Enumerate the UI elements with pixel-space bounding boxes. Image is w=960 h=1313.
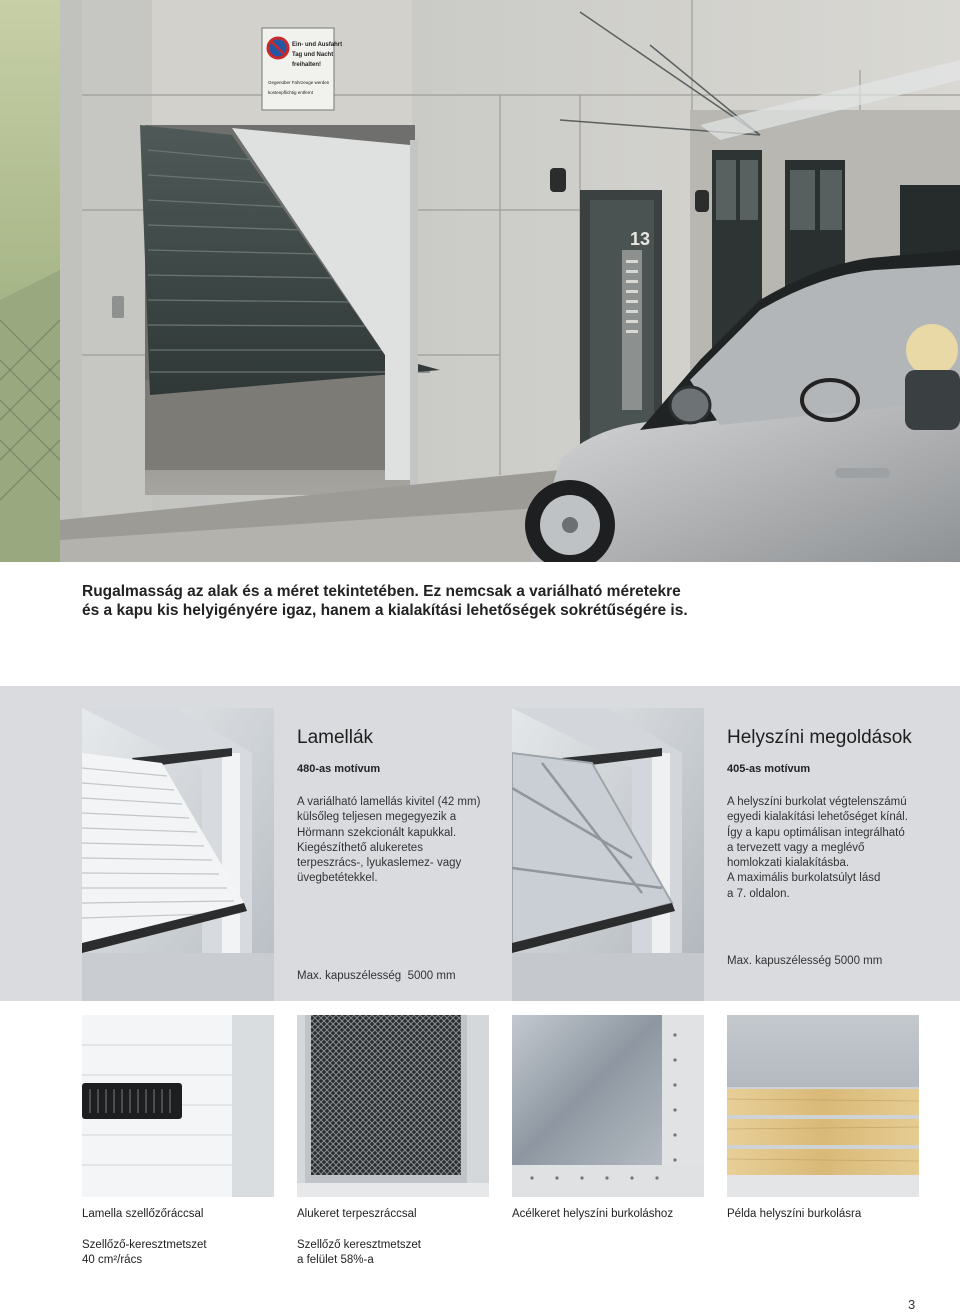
thumbnail-label: Acélkeret helyszíni burkoláshoz [512, 1208, 674, 1220]
page-number: 3 [908, 1297, 916, 1312]
caption-line-1: Rugalmasság az alak és a méret tekintetében. Ez nemcsak a variálható méretekre [82, 583, 681, 600]
description-line: Így a kapu optimálisan integrálható [727, 826, 905, 839]
description-line: A helyszíni burkolat végtelenszámú [727, 796, 907, 808]
sign-line: Ein- und Ausfahrt [292, 42, 343, 48]
site-solutions-subtitle: 405-as motívum [727, 763, 811, 775]
description-line: Kiegészíthető alukeretes [297, 841, 423, 854]
thumbnail-detail [82, 1238, 292, 1268]
thumbnail-caption-steel-frame [512, 1207, 722, 1222]
thumbnail-detail-line: Szellőző-keresztmetszet [82, 1239, 207, 1251]
lamella-subtitle: 480-as motívum [297, 763, 381, 775]
site-solutions-title: Helyszíni megoldások [727, 727, 912, 748]
description-line: Hörmann szekcionált kapukkal. [297, 826, 457, 839]
lamella-door-photo [82, 708, 274, 1001]
site-clad-door-photo [512, 708, 704, 1001]
thumbnail-label: Alukeret terpeszráccsal [297, 1208, 417, 1220]
thumbnail-caption-wood-cladding [727, 1207, 937, 1222]
thumbnail-lamella-vent [82, 1015, 274, 1197]
thumbnail-detail [297, 1238, 507, 1268]
sign-line: kostenpflichtig entfernt [268, 90, 314, 95]
thumbnail-steel-frame [512, 1015, 704, 1197]
lamella-panel [297, 727, 507, 887]
caption-line-2: és a kapu kis helyigényére igaz, hanem a kialakítási lehetőségek sokrétűségére is. [82, 602, 688, 619]
lamella-description [297, 795, 507, 887]
description-line: A maximális burkolatsúlyt lásd [727, 872, 881, 885]
sign-line: Gegenüber Fahrzeuge werden [268, 80, 330, 85]
site-solutions-panel [727, 727, 947, 902]
sign-line: Tag und Nacht [292, 52, 334, 58]
site-solutions-max-width: Max. kapuszélesség 5000 mm [727, 955, 883, 967]
thumbnail-caption-lamella-vent [82, 1207, 292, 1268]
hero-photo [0, 0, 960, 562]
thumbnail-detail-line: 40 cm²/rács [82, 1254, 143, 1266]
description-line: üvegbetétekkel. [297, 872, 378, 885]
hero-caption [82, 582, 802, 620]
thumbnail-wood-cladding [727, 1015, 919, 1197]
thumbnail-caption-alu-mesh [297, 1207, 507, 1268]
thumbnail-label: Példa helyszíni burkolásra [727, 1208, 862, 1220]
description-line: egyedi kialakítási lehetőséget kínál. [727, 811, 908, 824]
door-number: 13 [630, 229, 651, 249]
description-line: a 7. oldalon. [727, 887, 790, 900]
description-line: homlokzati kialakításba. [727, 857, 850, 870]
description-line: terpeszrács-, lyukaslemez- vagy [297, 857, 462, 870]
site-solutions-description [727, 795, 947, 902]
thumbnail-label: Lamella szellőzőráccsal [82, 1208, 204, 1220]
lamella-max-width: Max. kapuszélesség 5000 mm [297, 970, 456, 982]
description-line: a tervezett vagy a meglévő [727, 841, 865, 854]
sign-line: freihalten! [292, 62, 322, 68]
thumbnail-detail-line: Szellőző keresztmetszet [297, 1239, 421, 1251]
thumbnail-alu-mesh [297, 1015, 489, 1197]
description-line: A variálható lamellás kivitel (42 mm) [297, 796, 481, 808]
lamella-title: Lamellák [297, 727, 374, 748]
thumbnail-detail-line: a felület 58%-a [297, 1254, 374, 1266]
description-line: külsőleg teljesen megegyezik a [297, 811, 457, 824]
